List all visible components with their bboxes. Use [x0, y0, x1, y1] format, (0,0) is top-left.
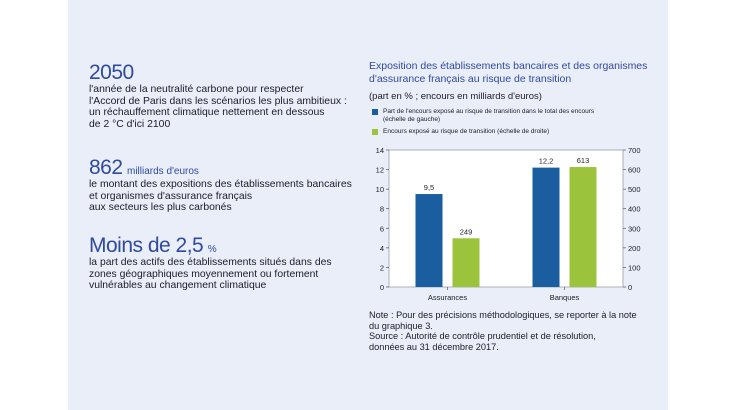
text-line: le montant des expositions des établissements bancaires [89, 179, 352, 190]
y-right-tick-label: 600 [628, 165, 641, 175]
y-right-tick-label: 400 [628, 204, 641, 214]
data-label: 249 [459, 227, 473, 237]
y-right-tick-label: 0 [628, 283, 633, 292]
y-left-tick-label: 8 [379, 204, 384, 214]
x-tick-label: Assurances [427, 293, 468, 302]
chart-subtitle: (part en % ; encours en milliards d'euros) [369, 91, 542, 102]
y-right-tick-label: 200 [628, 243, 641, 253]
data-label: 12,2 [538, 156, 554, 166]
text-line: zones géographiques moyennement ou fortement [89, 268, 319, 280]
data-label: 9,5 [423, 183, 435, 193]
legend-label-line: Part de l'encours exposé au risque de transition dans le total des encours [383, 108, 595, 115]
bar [416, 194, 443, 287]
text-line: l'année de la neutralité carbone pour respecter [89, 84, 304, 95]
y-left-tick-label: 6 [379, 224, 384, 234]
bar [570, 167, 597, 287]
key-figure-value: Moins de 2,5 [89, 234, 204, 257]
text-line: vulnérables au changement climatique [89, 280, 267, 291]
legend-label-line: (échelle de gauche) [383, 116, 441, 123]
y-left-tick-label: 12 [375, 165, 384, 175]
key-figure-unit: milliards d'euros [127, 166, 199, 177]
x-tick-label: Banques [549, 293, 580, 302]
y-left-tick-label: 10 [375, 185, 384, 195]
text-line: l'Accord de Paris dans les scénarios les plus ambitieux : [89, 95, 347, 107]
y-right-tick-label: 100 [628, 263, 641, 273]
text-line: de 2 °C d'ici 2100 [89, 118, 171, 130]
note-line: du graphique 3. [369, 320, 433, 331]
y-right-tick-label: 300 [628, 224, 641, 234]
chart-notes [369, 310, 649, 352]
bar [453, 238, 480, 287]
bar [533, 168, 560, 287]
text-line: un réchauffement climatique nettement en dessous [89, 107, 325, 118]
key-figure-unit: % [207, 244, 217, 255]
y-right-tick-label: 500 [628, 185, 641, 195]
y-left-tick-label: 4 [379, 243, 384, 253]
key-figure-value: 862 [89, 156, 123, 179]
source-line: Source : Autorité de contrôle prudentiel et de résolution, [369, 331, 596, 341]
y-left-tick-label: 14 [375, 146, 384, 155]
legend-label: Encours exposé au risque de transition (échelle de droite) [383, 128, 550, 135]
text-line: la part des actifs des établissements situés dans des [89, 257, 332, 268]
text-line: aux secteurs les plus carbonés [89, 202, 232, 213]
data-label: 613 [576, 156, 590, 166]
note-line: Note : Pour des précisions méthodologiques, se reporter à la note [369, 310, 637, 320]
chart-title-line: d'assurance français au risque de transition [369, 73, 572, 85]
key-figure-value: 2050 [89, 61, 134, 84]
y-left-tick-label: 2 [379, 263, 384, 273]
text-line: et organismes d'assurance français [89, 190, 253, 202]
source-line: données au 31 décembre 2017. [369, 341, 499, 352]
chart-title-line: Exposition des établissements bancaires et des organismes [369, 60, 648, 72]
y-right-tick-label: 700 [628, 146, 641, 155]
y-left-tick-label: 0 [379, 283, 384, 292]
